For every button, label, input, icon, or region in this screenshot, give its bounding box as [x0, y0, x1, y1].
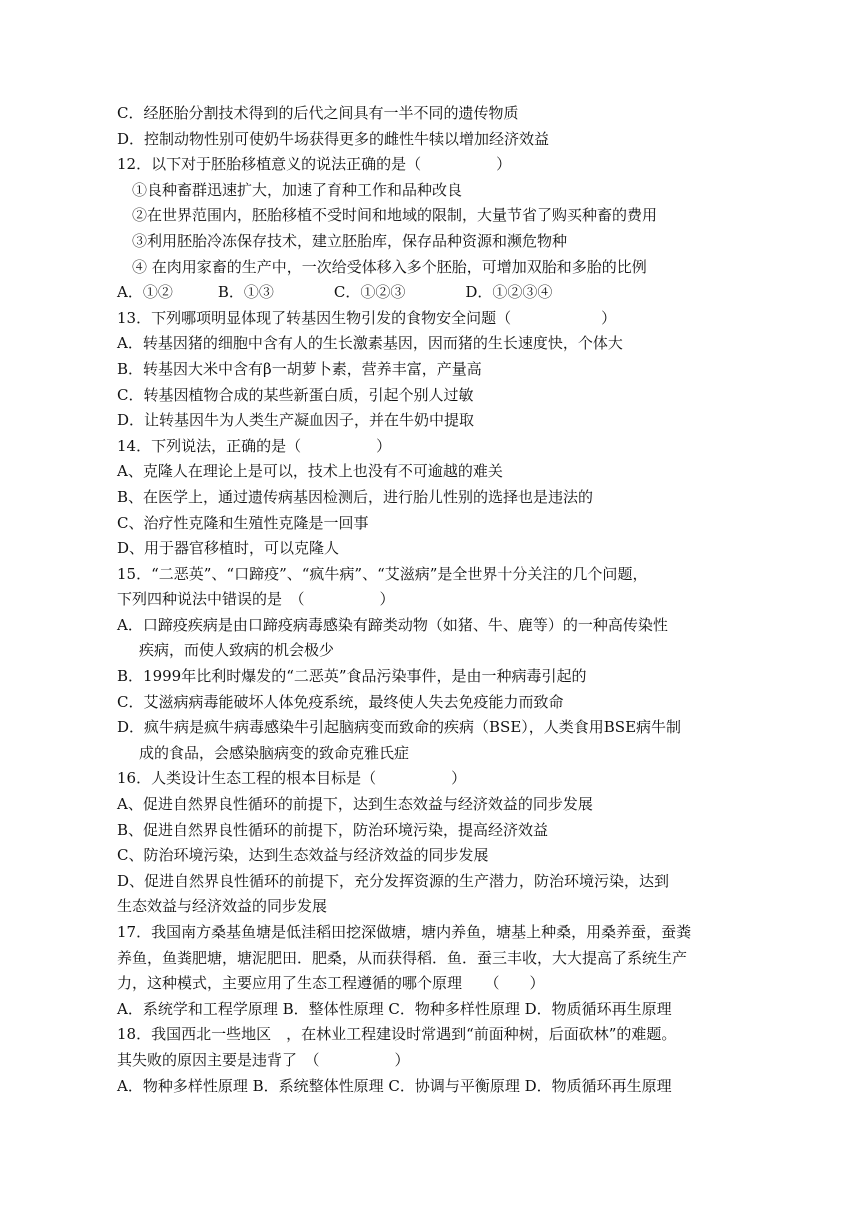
text-line: A．口蹄疫疾病是由口蹄疫病毒感染有蹄类动物（如猪、牛、鹿等）的一种高传染性 — [117, 615, 668, 634]
text-line: C、防治环境污染，达到生态效益与经济效益的同步发展 — [117, 846, 489, 865]
text-line: B．转基因大米中含有β一胡萝卜素，营养丰富，产量高 — [117, 359, 482, 378]
text-line: A．物种多样性原理 B．系统整体性原理 C．协调与平衡原理 D．物质循环再生原理 — [117, 1076, 672, 1095]
text-line: A、促进自然界良性循环的前提下，达到生态效益与经济效益的同步发展 — [117, 795, 593, 814]
text-line: ④ 在肉用家畜的生产中，一次给受体移入多个胚胎，可增加双胎和多胎的比例 — [132, 257, 647, 276]
text-line: 12．以下对于胚胎移植意义的说法正确的是（ ） — [117, 155, 512, 174]
text-line: 14．下列说法，正确的是（ ） — [117, 436, 392, 455]
text-line: 15．“二恶英”、“口蹄疫”、“疯牛病”、“艾滋病”是全世界十分关注的几个问题， — [117, 564, 648, 583]
text-line: 养鱼，鱼粪肥塘，塘泥肥田．肥桑，从而获得稻．鱼．蚕三丰收，大大提高了系统生产 — [117, 948, 688, 967]
text-line: ②在世界范围内，胚胎移植不受时间和地域的限制，大量节省了购买种畜的费用 — [132, 206, 658, 225]
text-line: ①良种畜群迅速扩大，加速了育种工作和品种改良 — [132, 180, 463, 199]
text-line: A．系统学和工程学原理 B．整体性原理 C．物种多样性原理 D．物质循环再生原理 — [117, 999, 672, 1018]
text-line: C、治疗性克隆和生殖性克隆是一回事 — [117, 513, 369, 532]
text-line: C．转基因植物合成的某些新蛋白质，引起个别人过敏 — [117, 385, 474, 404]
text-line: B．1999年比利时爆发的“二恶英”食品污染事件，是由一种病毒引起的 — [117, 667, 587, 686]
text-line: A、克隆人在理论上是可以，技术上也没有不可逾越的难关 — [117, 462, 503, 481]
text-line: 18．我国西北一些地区 ，在林业工程建设时常遇到“前面种树，后面砍林”的难题。 — [117, 1025, 677, 1044]
text-line: B、促进自然界良性循环的前提下，防治环境污染，提高经济效益 — [117, 820, 549, 839]
text-line: C．艾滋病病毒能破坏人体免疫系统，最终使人失去免疫能力而致命 — [117, 692, 564, 711]
text-line: D、促进自然界良性循环的前提下，充分发挥资源的生产潜力，防治环境污染，达到 — [117, 871, 670, 890]
question-text-block — [0, 101, 860, 1099]
text-line: B、在医学上，通过遗传病基因检测后，进行胎儿性别的选择也是违法的 — [117, 487, 594, 506]
text-line: A．转基因猪的细胞中含有人的生长激素基因，因而猪的生长速度快，个体大 — [117, 334, 623, 353]
text-line: C．经胚胎分割技术得到的后代之间具有一半不同的遗传物质 — [117, 104, 519, 122]
text-line: 生态效益与经济效益的同步发展 — [117, 897, 328, 916]
text-line: 下列四种说法中错误的是 （ ） — [117, 590, 395, 609]
text-line: 17．我国南方桑基鱼塘是低洼稻田挖深做塘，塘内养鱼，塘基上种桑，用桑养蚕，蚕粪 — [117, 923, 692, 941]
text-line: A．①② B．①③ C．①②③ D．①②③④ — [117, 283, 553, 302]
text-line: D、用于器官移植时，可以克隆人 — [117, 539, 340, 558]
text-line: 其失败的原因主要是违背了 （ ） — [117, 1050, 410, 1069]
text-line: 疾病，而使人致病的机会极少 — [139, 641, 335, 660]
text-line: 成的食品，会感染脑病变的致命克雅氏症 — [139, 743, 410, 762]
text-line: ③利用胚胎冷冻保存技术，建立胚胎库，保存品种资源和濒危物种 — [132, 231, 568, 250]
text-line: D．让转基因牛为人类生产凝血因子，并在牛奶中提取 — [117, 411, 475, 430]
text-line: 16．人类设计生态工程的根本目标是（ ） — [117, 769, 467, 788]
text-line: 13．下列哪项明显体现了转基因生物引发的食物安全问题（ ） — [117, 308, 617, 327]
text-line: 力，这种模式，主要应用了生态工程遵循的哪个原理 （ ） — [117, 974, 545, 993]
text-line: D．控制动物性别可使奶牛场获得更多的雌性牛犊以增加经济效益 — [117, 129, 550, 148]
text-line: D．疯牛病是疯牛病毒感染牛引起脑病变而致命的疾病（BSE），人类食用BSE病牛制 — [117, 718, 682, 737]
